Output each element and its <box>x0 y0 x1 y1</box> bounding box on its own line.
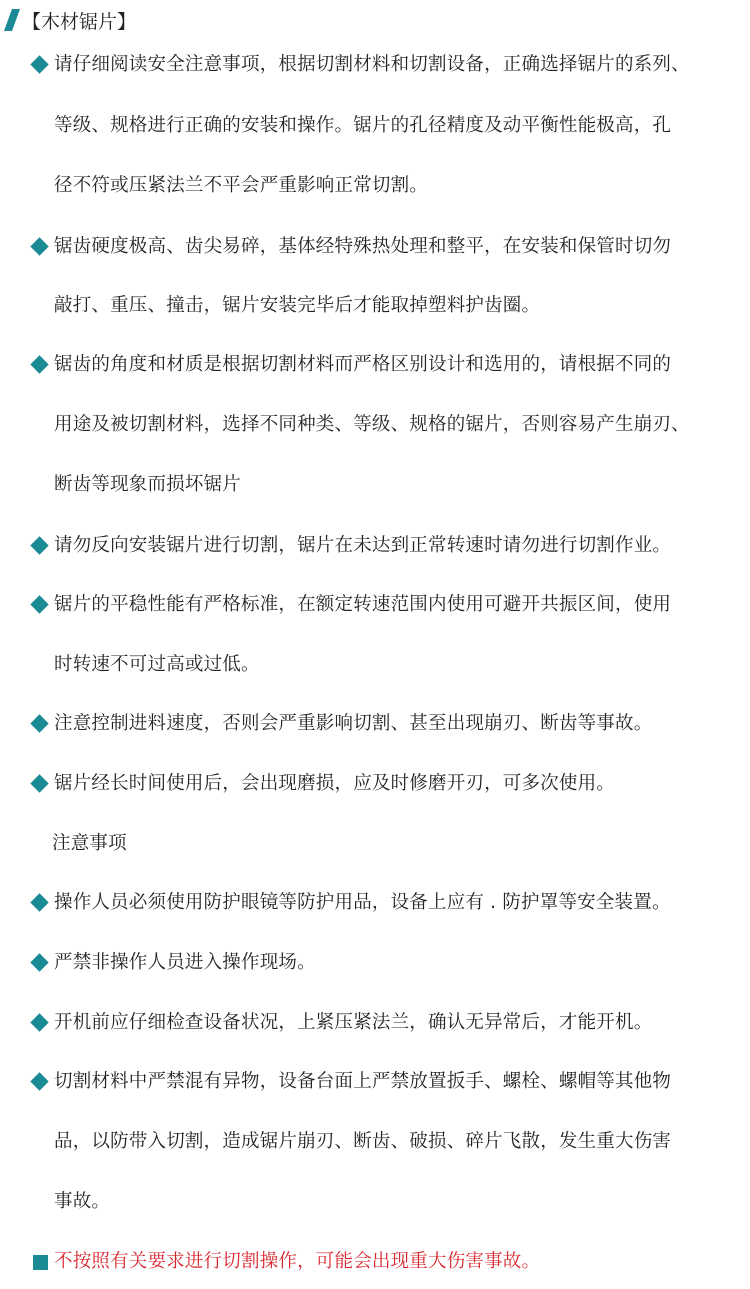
square-icon <box>33 1255 48 1270</box>
diamond-icon <box>30 714 48 732</box>
section-header <box>4 6 136 34</box>
paragraph-line: 请勿反向安装锯片进行切割，锯片在未达到正常转速时请勿进行切割作业。 <box>54 535 672 556</box>
note-line: 操作人员必须使用防护眼镜等防护用品，设备上应有 . 防护罩等安全装置。 <box>54 892 671 913</box>
note-line: 品，以防带入切割，造成锯片崩刃、断齿、破损、碎片飞散，发生重大伤害 <box>54 1131 672 1152</box>
diamond-icon <box>30 1013 48 1031</box>
paragraph-line: 用途及被切割材料，选择不同种类、等级、规格的锯片，否则容易产生崩刃、 <box>54 414 690 435</box>
paragraph-line: 时转速不可过高或过低。 <box>54 654 260 675</box>
paragraph-line: 径不符或压紧法兰不平会严重影响正常切割。 <box>54 175 429 196</box>
note-line: 严禁非操作人员进入操作现场。 <box>54 952 316 973</box>
note-line: 切割材料中严禁混有异物，设备台面上严禁放置扳手、螺栓、螺帽等其他物 <box>54 1071 672 1092</box>
paragraph-line: 注意控制进料速度，否则会严重影响切割、甚至出现崩刃、断齿等事故。 <box>54 713 653 734</box>
section-title: 【木材锯片】 <box>22 10 137 33</box>
diamond-icon <box>30 953 48 971</box>
paragraph-line: 等级、规格进行正确的安装和操作。锯片的孔径精度及动平衡性能极高，孔 <box>54 115 672 136</box>
paragraph-line: 锯片的平稳性能有严格标准，在额定转速范围内使用可避开共振区间，使用 <box>54 594 672 615</box>
note-line: 事故。 <box>54 1191 111 1212</box>
paragraph-line: 敲打、重压、撞击，锯片安装完毕后才能取掉塑料护齿圈。 <box>54 295 541 316</box>
slash-icon <box>4 9 20 31</box>
diamond-icon <box>30 55 48 73</box>
diamond-icon <box>30 595 48 613</box>
diamond-icon <box>30 774 48 792</box>
note-line: 开机前应仔细检查设备状况，上紧压紧法兰，确认无异常后，才能开机。 <box>54 1012 653 1033</box>
diamond-icon <box>30 237 48 255</box>
diamond-icon <box>30 355 48 373</box>
paragraph-line: 请仔细阅读安全注意事项，根据切割材料和切割设备，正确选择锯片的系列、 <box>54 54 690 75</box>
diamond-icon <box>30 1072 48 1090</box>
paragraph-line: 锯片经长时间使用后，会出现磨损，应及时修磨开刃，可多次使用。 <box>54 773 616 794</box>
paragraph-line: 锯齿硬度极高、齿尖易碎，基体经特殊热处理和整平，在安装和保管时切勿 <box>54 236 672 257</box>
diamond-icon <box>30 893 48 911</box>
notes-heading: 注意事项 <box>52 833 127 854</box>
diamond-icon <box>30 536 48 554</box>
warning-text: 不按照有关要求进行切割操作，可能会出现重大伤害事故。 <box>54 1251 541 1272</box>
paragraph-line: 锯齿的角度和材质是根据切割材料而严格区别设计和选用的，请根据不同的 <box>54 354 672 375</box>
paragraph-line: 断齿等现象而损坏锯片 <box>54 474 242 495</box>
